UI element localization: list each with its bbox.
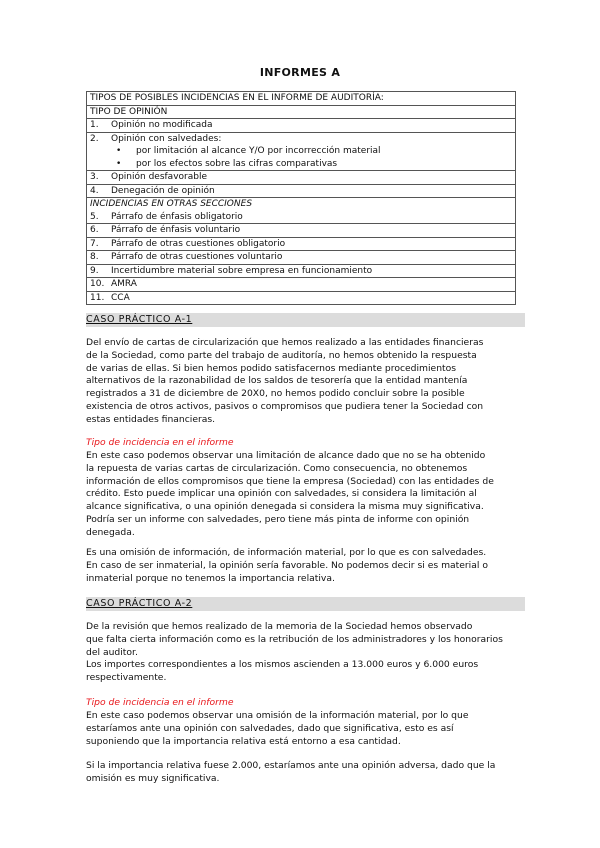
item-label: Opinión desfavorable (111, 172, 207, 182)
item-label: AMRA (111, 279, 137, 289)
table-row (87, 170, 515, 184)
item-number: 7. (90, 238, 99, 249)
case-a2-subheading: Tipo de incidencia en el informe (86, 697, 234, 708)
text-line: de varias de ellas. Si bien hemos podido satisfacernos mediante procedimientos (86, 362, 457, 374)
item-label: Párrafo de énfasis obligatorio (111, 211, 243, 222)
item-number: 11. (90, 292, 105, 303)
incidence-types-table (86, 91, 516, 305)
text-line: De la revisión que hemos realizado de la memoria de la Sociedad hemos observado (86, 621, 473, 632)
table-row (87, 277, 515, 291)
text-line: crédito. Esto puede implicar una opinión con salvedades, si considera la limitación al (86, 488, 477, 500)
text-line: inmaterial porque no tenemos la importancia relativa. (86, 572, 335, 584)
table-row (87, 184, 515, 198)
case-a2-paragraph-1 (86, 621, 531, 685)
text-line: Los importes correspondientes a los mismos ascienden a 13.000 euros y 6.000 euros (86, 659, 479, 671)
text-line: la repuesta de varias cartas de circularización. Como consecuencia, no obtenemos (86, 462, 468, 474)
case-a2-title: CASO PRÁCTICO A-2 (86, 598, 193, 609)
text-line: que falta cierta información como es la retribución de los administradores y los honorarios (86, 633, 503, 645)
table-row (87, 250, 515, 264)
table-header: TIPOS DE POSIBLES INCIDENCIAS EN EL INFORME DE AUDITORÍA: (90, 93, 384, 103)
text-line: suponiendo que la importancia relativa está entorno a esa cantidad. (86, 735, 401, 747)
text-line: En este caso podemos observar una limitación de alcance dado que no se ha obtenido (86, 450, 486, 461)
case-a1-subheading: Tipo de incidencia en el informe (86, 437, 234, 448)
text-line: del auditor. (86, 646, 138, 658)
item-number: 9. (90, 265, 99, 276)
case-a2-heading (86, 597, 525, 611)
case-a2-paragraph-3 (86, 760, 531, 786)
item-number: 2. (90, 133, 99, 144)
text-line: existencia de otros activos, pasivos o compromisos que pudiera tener la Sociedad con (86, 400, 484, 412)
case-a1-heading (86, 313, 525, 327)
item-label: CCA (111, 292, 130, 303)
text-line: omisión es muy significativa. (86, 772, 220, 784)
section-other-sections: INCIDENCIAS EN OTRAS SECCIONES (87, 197, 515, 211)
text-line: Si la importancia relativa fuese 2.000, estaríamos ante una opinión adversa, dado que la (86, 760, 496, 771)
case-a1-paragraph-2 (86, 450, 531, 540)
item-label: Incertidumbre material sobre empresa en funcionamiento (111, 265, 373, 276)
item-number: 4. (90, 185, 99, 196)
item-number: 10. (90, 279, 105, 289)
bullet-text: por limitación al alcance Y/O por incorrección material (136, 146, 381, 156)
item-label: Opinión con salvedades: (111, 133, 222, 144)
text-line: estas entidades financieras. (86, 413, 216, 425)
case-a2-paragraph-2 (86, 710, 531, 748)
bullet-icon: • (116, 158, 122, 169)
text-line: En caso de ser inmaterial, la opinión sería favorable. No podemos decir si es material o (86, 559, 488, 571)
text-line: Del envío de cartas de circularización que hemos realizado a las entidades financieras (86, 337, 484, 348)
text-line: alternativos de la razonabilidad de los saldos de tesorería que la entidad mantenía (86, 375, 468, 387)
item-label: Párrafo de otras cuestiones obligatorio (111, 238, 286, 249)
text-line: registrados a 31 de diciembre de 20X0, no hemos podido concluir sobre la posible (86, 388, 465, 400)
case-a1-paragraph-1 (86, 337, 531, 427)
table-row (87, 211, 515, 224)
item-label: Denegación de opinión (111, 185, 215, 196)
item-number: 1. (90, 120, 99, 130)
case-a1-title: CASO PRÁCTICO A-1 (86, 314, 193, 325)
table-row (87, 223, 515, 237)
text-line: Es una omisión de información, de información material, por lo que es con salvedades. (86, 547, 487, 558)
table-row (87, 291, 515, 305)
text-line: estaríamos ante una opinión con salvedades, dado que significativa, esto es así (86, 722, 454, 734)
table-row (87, 264, 515, 278)
text-line: Podría ser un informe con salvedades, pero tiene más pinta de informe con opinión (86, 513, 470, 525)
item-number: 6. (90, 225, 99, 235)
case-a1-paragraph-3 (86, 547, 531, 585)
text-line: denegada. (86, 526, 135, 538)
item-number: 8. (90, 252, 99, 262)
section-opinion-type: TIPO DE OPINIÓN (87, 105, 515, 119)
item-label: Párrafo de otras cuestiones voluntario (111, 252, 283, 262)
text-line: respectivamente. (86, 672, 167, 684)
page-title: INFORMES A (259, 66, 341, 79)
bullet-icon: • (116, 146, 122, 156)
item-number: 5. (90, 211, 99, 222)
text-line: En este caso podemos observar una omisión de la información material, por lo que (86, 710, 469, 721)
table-row (87, 237, 515, 251)
text-line: información de ellos compromisos que tiene la empresa (Sociedad) con las entidades de (86, 475, 494, 487)
table-row (87, 118, 515, 132)
item-number: 3. (90, 172, 99, 182)
item-label: Párrafo de énfasis voluntario (111, 225, 241, 235)
bullet-text: por los efectos sobre las cifras comparativas (136, 158, 338, 169)
table-row (87, 132, 515, 171)
text-line: alcance significativa, o una opinión denegada si considera la misma muy significativa. (86, 501, 484, 513)
item-label: Opinión no modificada (111, 120, 213, 130)
text-line: de la Sociedad, como parte del trabajo de auditoría, no hemos obtenido la respuesta (86, 349, 477, 361)
